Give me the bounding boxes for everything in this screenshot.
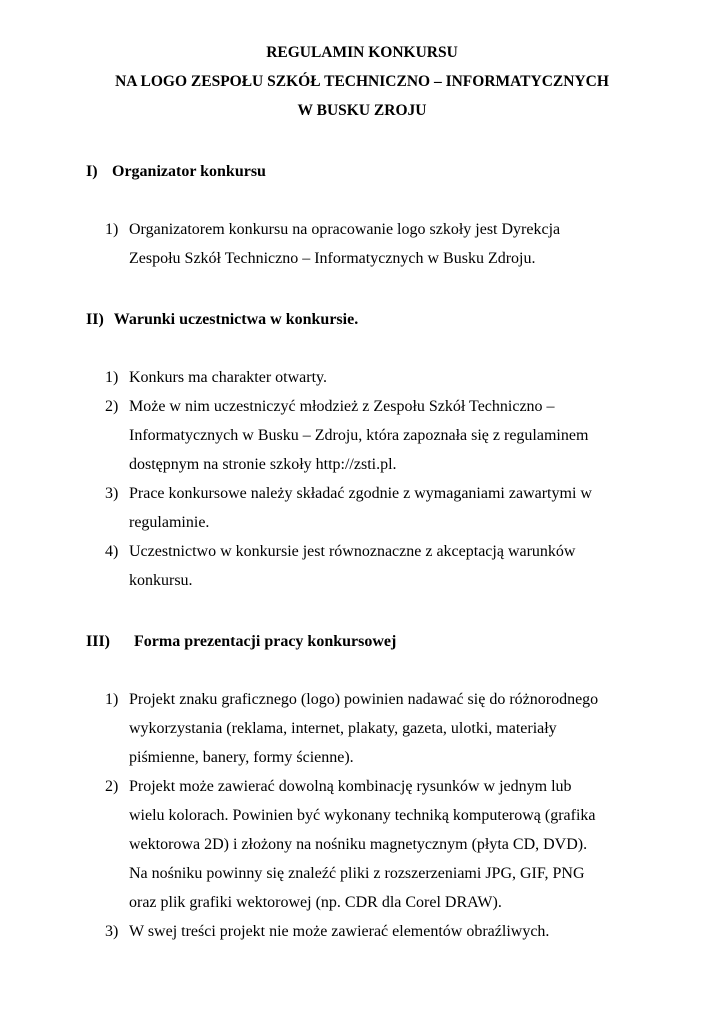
list-item	[105, 917, 665, 946]
list-text-line: Projekt znaku graficznego (logo) powinien nadawać się do różnorodnego	[129, 691, 599, 708]
section-number: III)	[86, 633, 111, 650]
section-heading-organizer	[86, 162, 266, 182]
list-item	[105, 537, 665, 595]
list-marker: 3)	[105, 923, 119, 940]
list-item	[105, 479, 665, 537]
list-marker: 1)	[105, 691, 119, 708]
list-text-line: Może w nim uczestniczyć młodzież z Zespołu Szkół Techniczno –	[129, 398, 555, 415]
list-text-line: Organizatorem konkursu na opracowanie logo szkoły jest Dyrekcja	[129, 221, 561, 238]
list-marker: 4)	[105, 543, 119, 560]
section-list-presentation	[105, 685, 665, 946]
list-text-line: dostępnym na stronie szkoły http://zsti.pl.	[129, 456, 397, 473]
section-number: II)	[86, 311, 104, 328]
list-text-line: piśmienne, banery, formy ścienne).	[129, 749, 354, 766]
title-line: NA LOGO ZESPOŁU SZKÓŁ TECHNICZNO – INFORMATYCZNYCH	[115, 73, 609, 90]
title-line: W BUSKU ZROJU	[297, 102, 427, 119]
section-title: Forma prezentacji pracy konkursowej	[134, 633, 397, 650]
list-text-line: Zespołu Szkół Techniczno – Informatycznych w Busku Zdroju.	[129, 250, 536, 267]
section-title: Warunki uczestnictwa w konkursie.	[113, 311, 359, 328]
list-text-line: Informatycznych w Busku – Zdroju, która zapoznała się z regulaminem	[129, 427, 589, 444]
list-marker: 2)	[105, 778, 119, 795]
list-item	[105, 215, 665, 273]
section-heading-conditions	[86, 310, 358, 330]
list-marker: 2)	[105, 398, 119, 415]
section-number: I)	[86, 163, 98, 180]
list-text-line: Konkurs ma charakter otwarty.	[129, 369, 327, 386]
list-text-line: wykorzystania (reklama, internet, plakaty, gazeta, ulotki, materiały	[129, 720, 557, 737]
list-text-line: oraz plik grafiki wektorowej (np. CDR dla Corel DRAW).	[129, 894, 502, 911]
section-list-conditions	[105, 363, 665, 595]
list-text-line: wielu kolorach. Powinien być wykonany techniką komputerową (grafika	[129, 807, 596, 824]
section-heading-presentation	[86, 632, 396, 652]
list-marker: 1)	[105, 221, 119, 238]
list-item	[105, 772, 665, 917]
list-text-line: Projekt może zawierać dowolną kombinację rysunków w jednym lub	[129, 778, 572, 795]
list-text-line: Uczestnictwo w konkursie jest równoznaczne z akceptacją warunków	[129, 543, 576, 560]
list-text-line: Na nośniku powinny się znaleźć pliki z rozszerzeniami JPG, GIF, PNG	[129, 865, 585, 882]
section-list-organizer	[105, 215, 665, 273]
list-text-line: konkursu.	[129, 572, 193, 589]
title-line: REGULAMIN KONKURSU	[266, 44, 458, 61]
list-text-line: Prace konkursowe należy składać zgodnie z wymaganiami zawartymi w	[129, 485, 592, 502]
list-item	[105, 363, 665, 392]
list-marker: 3)	[105, 485, 119, 502]
list-text-line: W swej treści projekt nie może zawierać elementów obraźliwych.	[129, 923, 550, 940]
list-item	[105, 685, 665, 772]
section-title: Organizator konkursu	[112, 163, 266, 180]
document-title	[0, 38, 724, 125]
list-text-line: wektorowa 2D) i złożony na nośniku magnetycznym (płyta CD, DVD).	[129, 836, 588, 853]
list-text-line: regulaminie.	[129, 514, 210, 531]
list-marker: 1)	[105, 369, 119, 386]
list-item	[105, 392, 665, 479]
